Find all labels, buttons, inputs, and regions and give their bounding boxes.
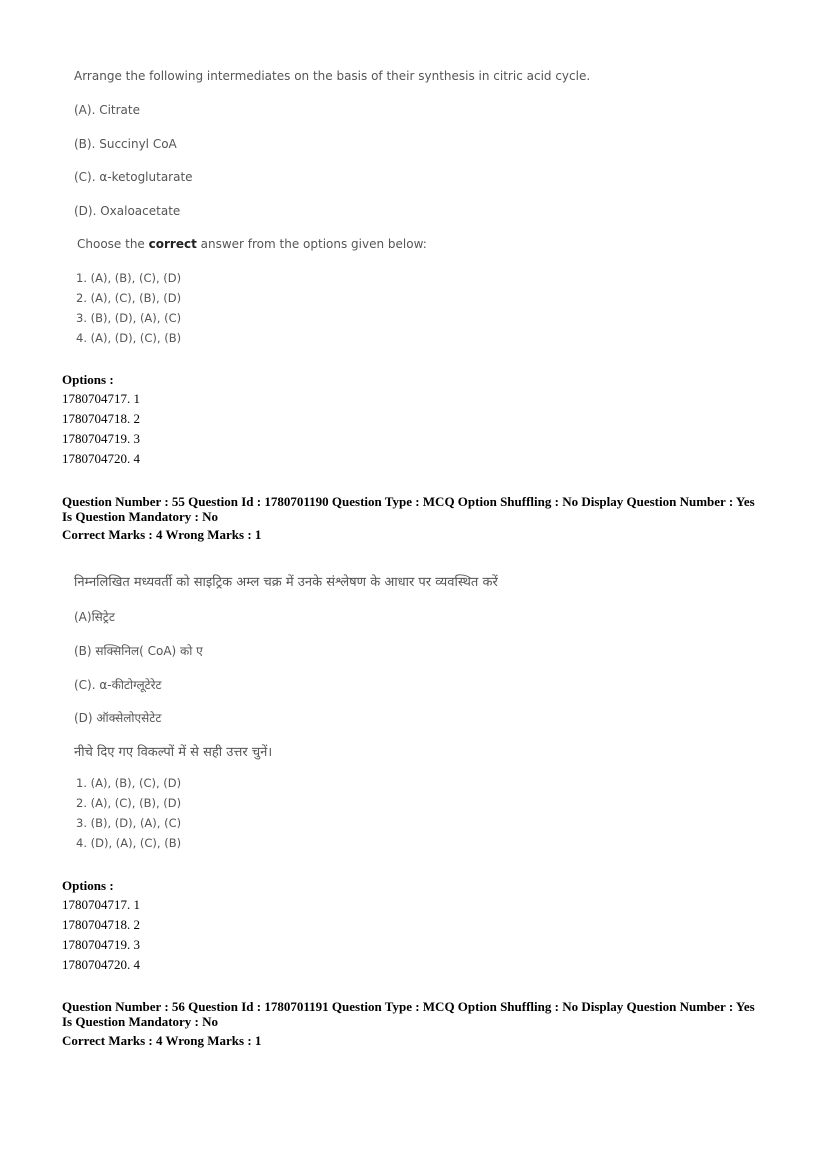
option-3: 1780704719. 3 bbox=[62, 431, 140, 446]
option-1: 1780704717. 1 bbox=[62, 391, 140, 406]
options-label: Options : bbox=[62, 372, 114, 387]
q55-meta-line1: Question Number : 55 Question Id : 1780701190 Question Type : MCQ Option Shuffling : No Display Question Number : Yes bbox=[62, 494, 755, 509]
answer-4: 4. (D), (A), (C), (B) bbox=[76, 836, 182, 850]
choose-instruction-hindi: नीचे दिए गए विकल्पों में से सही उत्तर चुनें। bbox=[74, 745, 273, 760]
options-label: Options : bbox=[62, 878, 114, 893]
option-2: 1780704718. 2 bbox=[62, 917, 140, 932]
answer-2: 2. (A), (C), (B), (D) bbox=[76, 796, 182, 810]
q55-meta-line2: Is Question Mandatory : No bbox=[62, 509, 219, 524]
answer-3: 3. (B), (D), (A), (C) bbox=[76, 816, 182, 830]
item-a-hindi: (A)सिट्रेट bbox=[74, 610, 115, 624]
option-3: 1780704719. 3 bbox=[62, 937, 140, 952]
option-4: 1780704720. 4 bbox=[62, 957, 140, 972]
answer-4: 4. (A), (D), (C), (B) bbox=[76, 331, 182, 345]
choose-bold: correct bbox=[148, 237, 197, 251]
q56-meta-line3: Correct Marks : 4 Wrong Marks : 1 bbox=[62, 1033, 262, 1048]
answer-1: 1. (A), (B), (C), (D) bbox=[76, 271, 182, 285]
item-c-hindi: (C). α-कीटोग्लूटेरेट bbox=[74, 678, 162, 692]
item-d-hindi: (D) ऑक्सेलोएसेटेट bbox=[74, 711, 162, 725]
item-d: (D). Oxaloacetate bbox=[74, 204, 181, 218]
option-1: 1780704717. 1 bbox=[62, 897, 140, 912]
option-4: 1780704720. 4 bbox=[62, 451, 140, 466]
item-b: (B). Succinyl CoA bbox=[74, 137, 177, 151]
choose-suffix: answer from the options given below: bbox=[196, 237, 427, 251]
choose-prefix: Choose the bbox=[77, 237, 149, 251]
answer-1: 1. (A), (B), (C), (D) bbox=[76, 776, 182, 790]
q56-meta-line2: Is Question Mandatory : No bbox=[62, 1014, 219, 1029]
q55-meta-line3: Correct Marks : 4 Wrong Marks : 1 bbox=[62, 527, 262, 542]
q56-meta-line1: Question Number : 56 Question Id : 1780701191 Question Type : MCQ Option Shuffling : No Display Question Number : Yes bbox=[62, 999, 755, 1014]
option-2: 1780704718. 2 bbox=[62, 411, 140, 426]
answer-3: 3. (B), (D), (A), (C) bbox=[76, 311, 182, 325]
item-c: (C). α-ketoglutarate bbox=[74, 170, 193, 184]
item-b-hindi: (B) सक्सिनिल( CoA) को ए bbox=[74, 644, 203, 658]
question-text-hindi: निम्नलिखित मध्यवर्ती को साइट्रिक अम्ल चक्र में उनके संश्लेषण के आधार पर व्यवस्थित करें bbox=[74, 575, 498, 590]
question-text: Arrange the following intermediates on the basis of their synthesis in citric acid cycle. bbox=[74, 69, 591, 83]
answer-2: 2. (A), (C), (B), (D) bbox=[76, 291, 182, 305]
item-a: (A). Citrate bbox=[74, 103, 140, 117]
choose-instruction bbox=[77, 237, 427, 251]
